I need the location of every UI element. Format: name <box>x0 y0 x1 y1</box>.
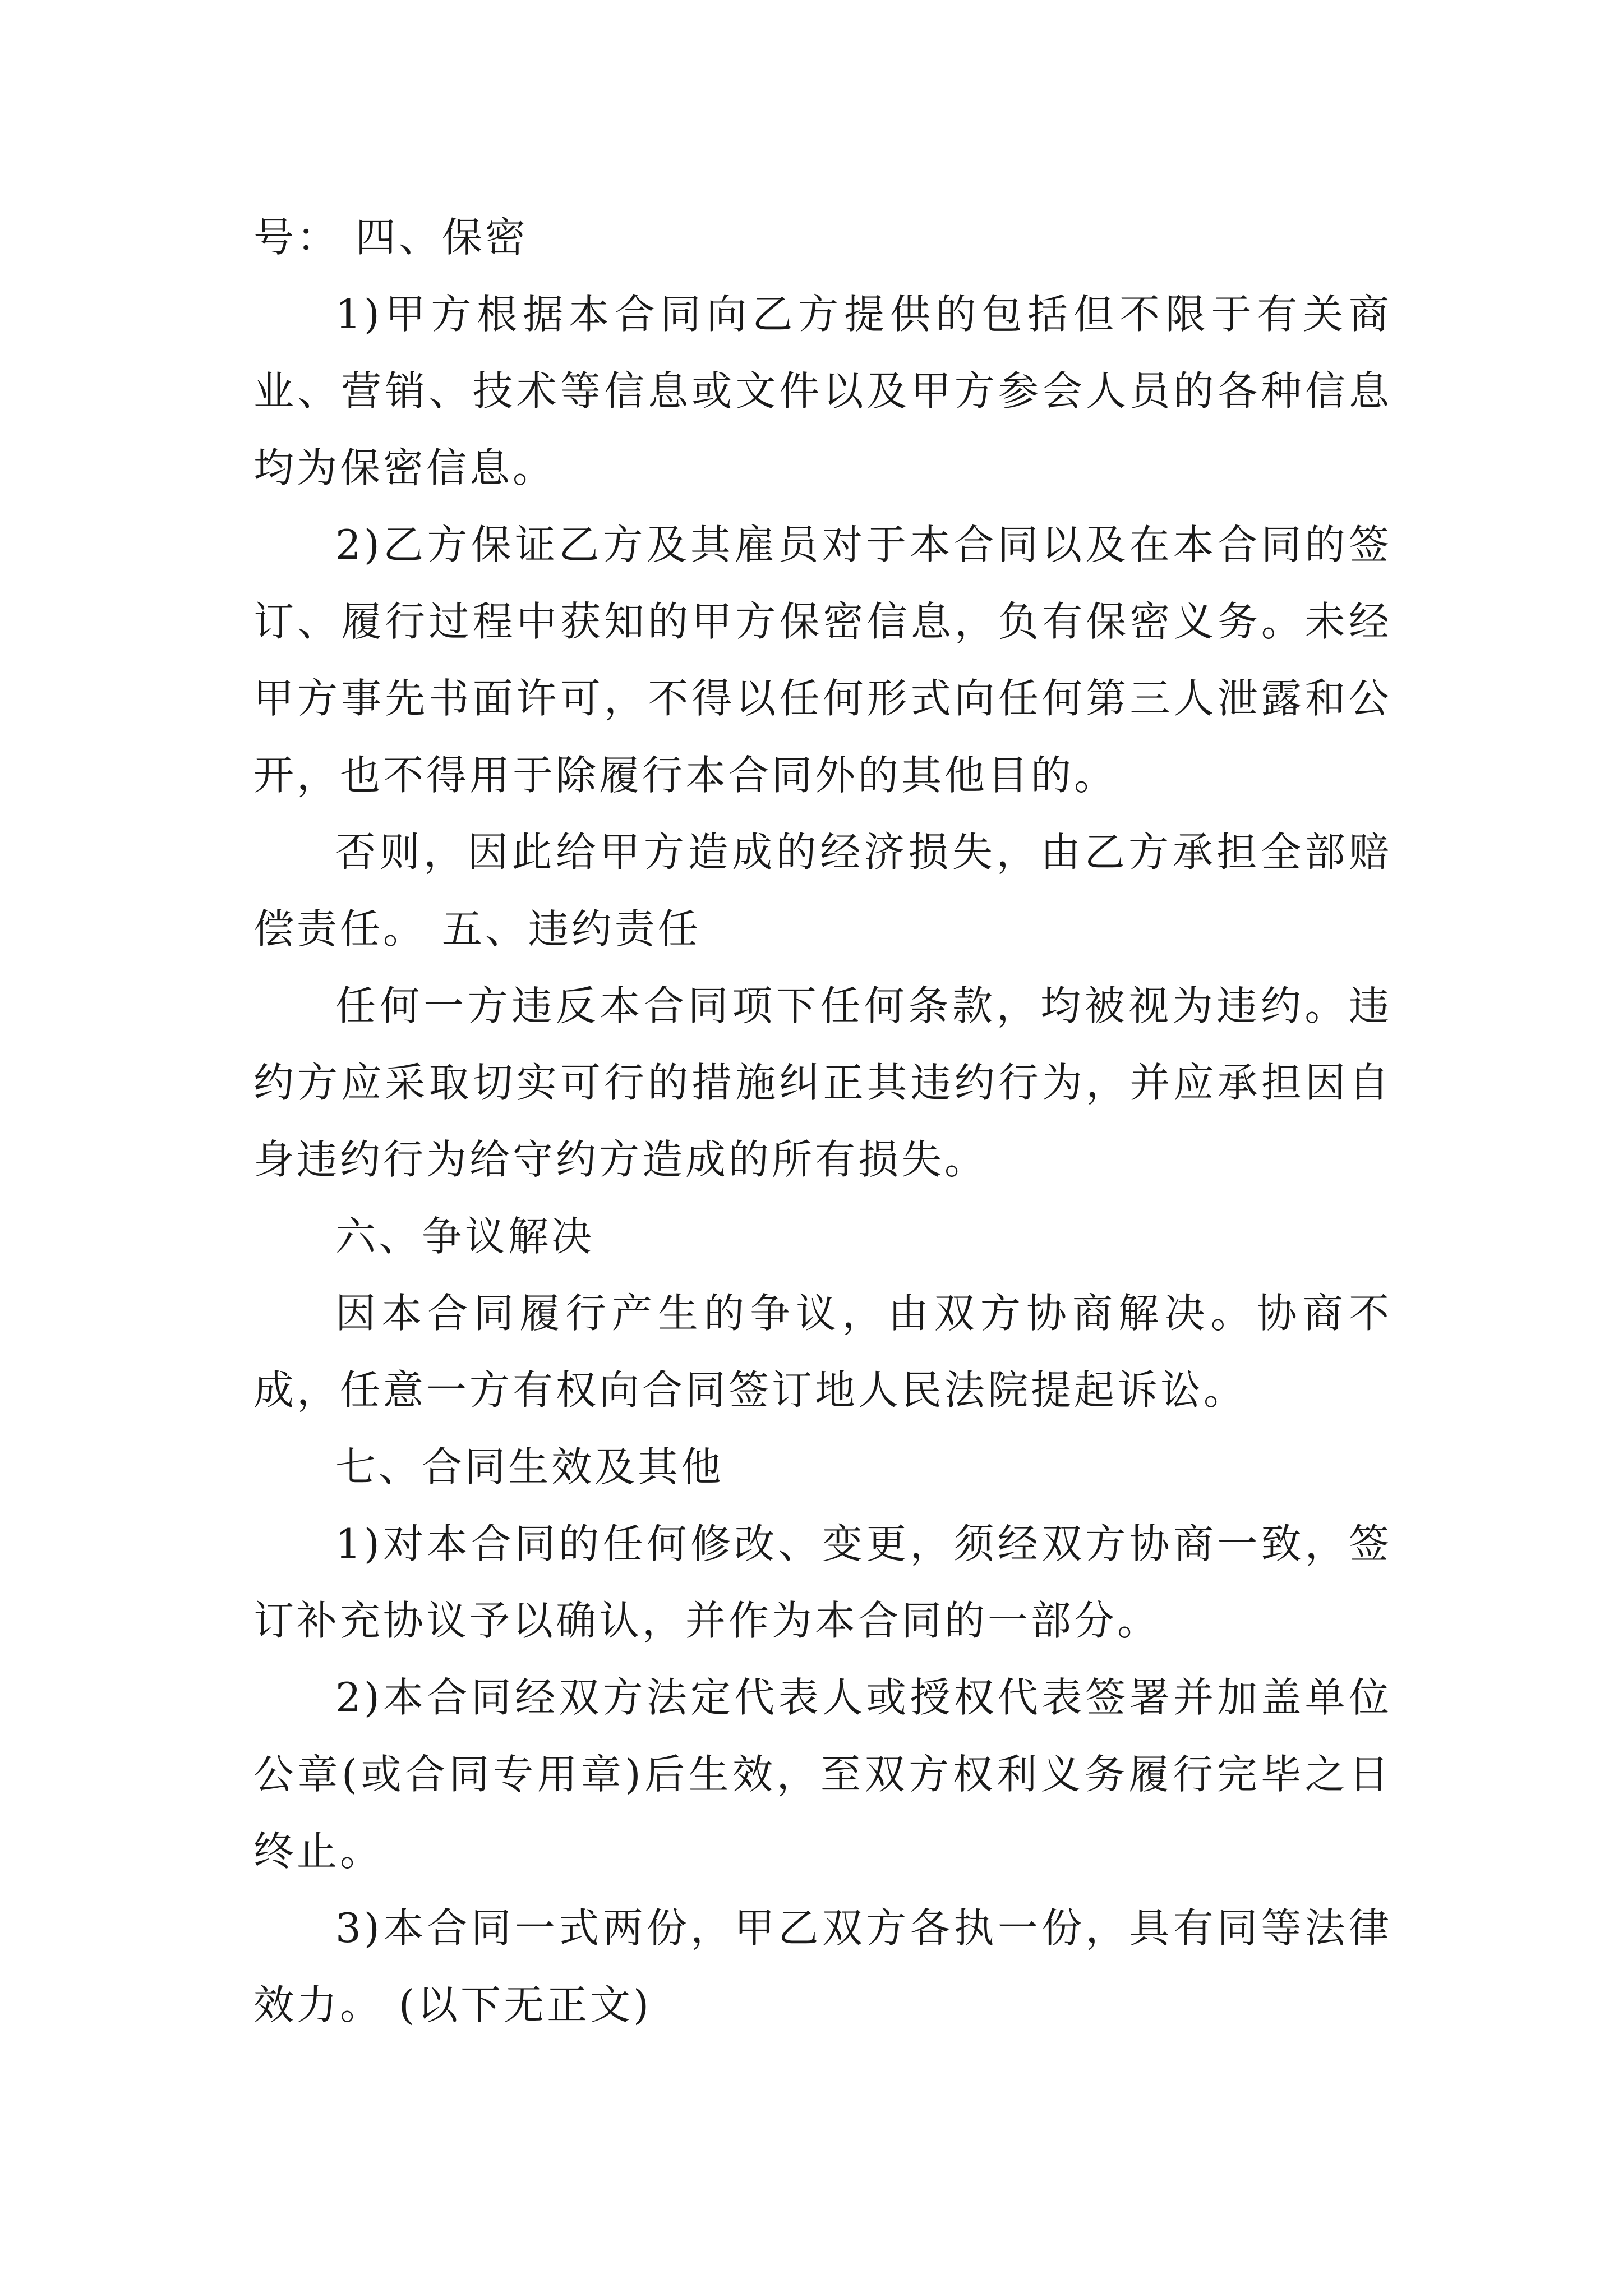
paragraph-confidentiality-1: 1)甲方根据本合同向乙方提供的包括但不限于有关商业、营销、技术等信息或文件以及甲方参会人员的各种信息均为保密信息。 <box>253 291 1392 491</box>
document-body <box>253 199 1392 2044</box>
heading-dispute-resolution: 六、争议解决 <box>335 1213 595 1260</box>
paragraph-dispute-resolution: 因本合同履行产生的争议，由双方协商解决。协商不成，任意一方有权向合同签订地人民法院提起诉讼。 <box>253 1290 1392 1414</box>
paragraph-effectiveness-2: 2)本合同经双方法定代表人或授权代表签署并加盖单位公章(或合同专用章)后生效，至双方权利义务履行完毕之日终止。 <box>253 1674 1392 1875</box>
paragraph-confidentiality-2: 2)乙方保证乙方及其雇员对于本合同以及在本合同的签订、履行过程中获知的甲方保密信息，负有保密义务。未经甲方事先书面许可，不得以任何形式向任何第三人泄露和公开，也不得用于除履行本合同外的其他目的。 <box>253 521 1392 799</box>
paragraph-liability: 否则，因此给甲方造成的经济损失，由乙方承担全部赔偿责任。 五、违约责任 <box>253 829 1392 953</box>
paragraph-effectiveness-1: 1)对本合同的任何修改、变更，须经双方协商一致，签订补充协议予以确认，并作为本合同的一部分。 <box>253 1520 1392 1644</box>
paragraph-breach: 任何一方违反本合同项下任何条款，均被视为违约。违约方应采取切实可行的措施纠正其违约行为，并应承担因自身违约行为给守约方造成的所有损失。 <box>253 982 1392 1183</box>
paragraph-confidentiality-heading: 号： 四、保密 <box>253 214 528 261</box>
paragraph-effectiveness-3: 3)本合同一式两份，甲乙双方各执一份，具有同等法律效力。 (以下无正文) <box>253 1904 1392 2028</box>
heading-effectiveness: 七、合同生效及其他 <box>335 1443 725 1490</box>
